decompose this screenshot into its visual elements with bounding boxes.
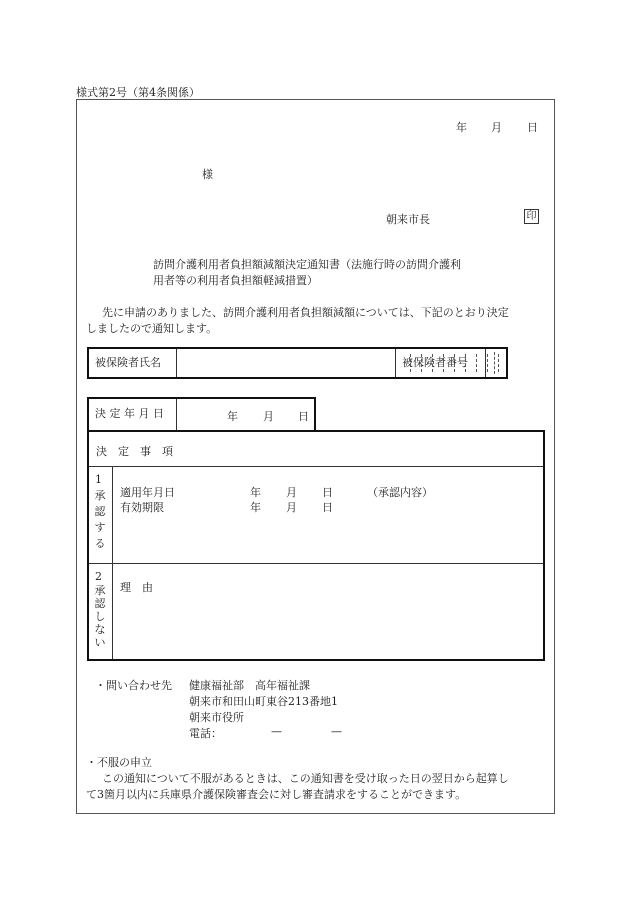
apply-month: 月 <box>286 486 297 499</box>
valid-month: 月 <box>286 501 297 514</box>
date-year: 年 <box>456 121 467 134</box>
objection-line-2: て3箇月以内に兵庫県介護保険審査会に対し審査請求をすることができます。 <box>86 788 467 801</box>
contact-address: 朝来市和田山町東谷213番地1 <box>189 695 338 708</box>
recipient-suffix: 様 <box>202 168 213 181</box>
section-reject-num: 2 <box>95 570 102 583</box>
decision-date-day: 日 <box>298 410 309 423</box>
apply-day: 日 <box>322 486 333 499</box>
contact-office: 朝来市役所 <box>189 711 244 724</box>
decision-date-label: 決 定 年 月 日 <box>89 399 177 431</box>
insured-number-boxes <box>400 351 504 375</box>
apply-date-label: 適用年月日 <box>120 486 175 499</box>
section-reject <box>89 564 543 659</box>
seal-icon: 印 <box>524 209 539 224</box>
title-line-2: 用者等の利用者負担額軽減措置） <box>153 274 318 287</box>
intro-line-1: 先に申請のありました、訪問介護利用者負担額減額については、下記のとおり決定 <box>102 306 509 319</box>
insured-number-label: 被保険者番号 <box>396 349 486 377</box>
contact-phone-label: 電話： <box>189 727 222 740</box>
section-approve-side <box>89 467 113 563</box>
insured-name-label: 被保険者氏名 <box>89 349 177 377</box>
decision-items-label: 決 定 事 項 <box>96 445 173 458</box>
apply-year: 年 <box>250 486 261 499</box>
section-approve-vertical: 承 認 す る <box>94 489 106 550</box>
decision-date-year: 年 <box>227 410 238 423</box>
date-month: 月 <box>491 121 502 134</box>
valid-day: 日 <box>322 501 333 514</box>
objection-heading: ・不服の申立 <box>86 756 152 769</box>
approval-content-label: （承認内容） <box>367 486 433 499</box>
contact-phone-dash-2: — <box>331 725 342 738</box>
intro-line-2: しましたので通知します。 <box>86 322 218 335</box>
issuer: 朝来市長 <box>386 213 430 226</box>
valid-period-label: 有効期限 <box>120 501 164 514</box>
section-reject-vertical: 承 認 し な い <box>94 584 106 649</box>
reason-label: 理 由 <box>120 581 153 594</box>
section-approve <box>89 467 543 564</box>
decision-items-row <box>89 432 543 467</box>
date-day: 日 <box>527 121 538 134</box>
valid-year: 年 <box>250 501 261 514</box>
title-line-1: 訪問介護利用者負担額減額決定通知書（法施行時の訪問介護利 <box>153 258 461 271</box>
form-label: 様式第2号（第4条関係） <box>76 86 200 99</box>
insured-name-field <box>177 349 396 377</box>
objection-line-1: この通知について不服があるときは、この通知書を受け取った日の翌日から起算し <box>102 772 509 785</box>
contact-dept: 健康福祉部 高年福祉課 <box>189 679 310 692</box>
decision-date-month: 月 <box>263 410 274 423</box>
contact-bullet: ・問い合わせ先 <box>95 679 172 692</box>
decision-date-tab <box>87 397 316 431</box>
decision-box <box>87 430 545 661</box>
section-approve-num: 1 <box>95 473 102 486</box>
contact-phone-dash-1: — <box>271 725 282 738</box>
section-reject-side <box>89 564 113 659</box>
